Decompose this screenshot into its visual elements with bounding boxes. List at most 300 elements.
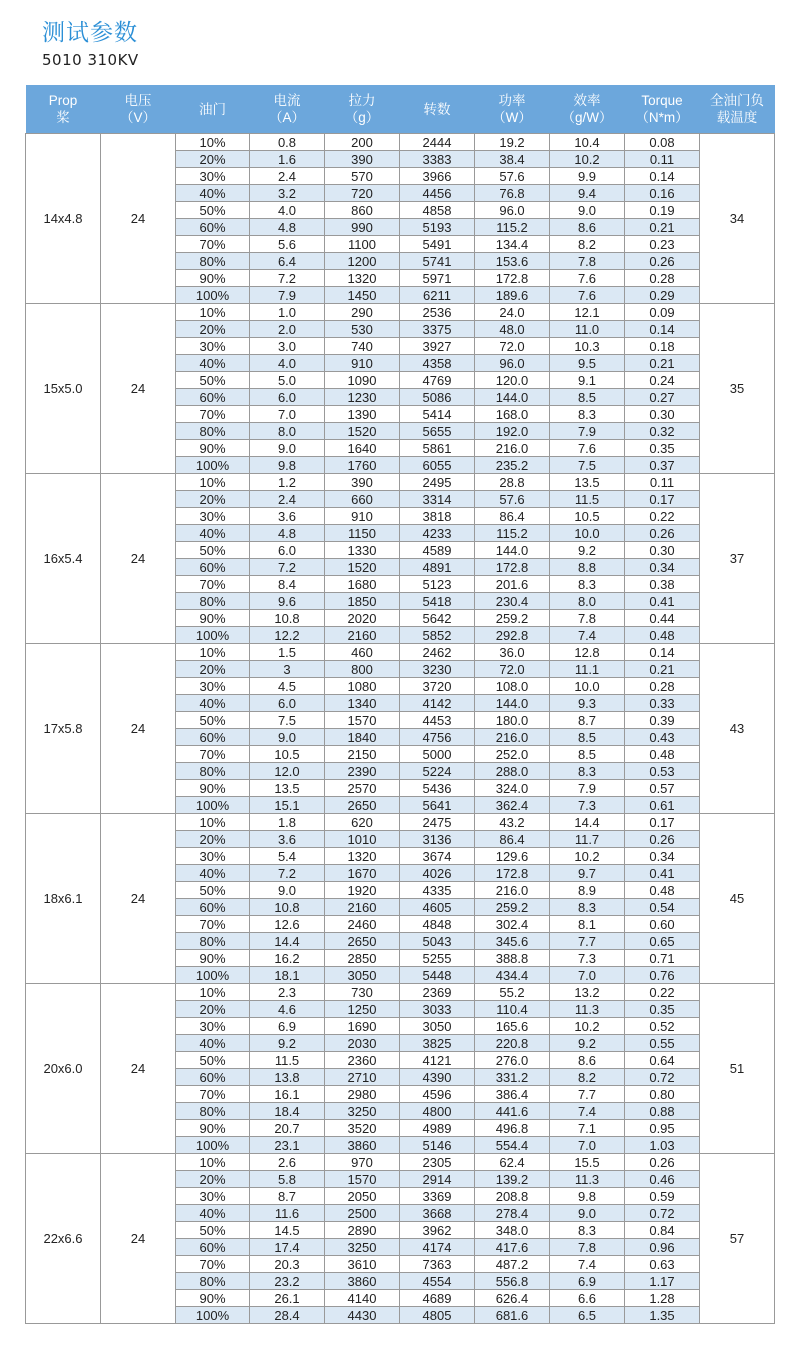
thrust-cell: 730 [325, 984, 400, 1001]
table-row [26, 304, 775, 321]
rpm-cell: 5491 [400, 236, 475, 253]
voltage-cell: 24 [101, 304, 176, 474]
torque-cell: 0.41 [625, 865, 700, 882]
rpm-cell: 4456 [400, 185, 475, 202]
thrust-cell: 1390 [325, 406, 400, 423]
efficiency-cell: 10.5 [550, 508, 625, 525]
torque-cell: 0.21 [625, 355, 700, 372]
torque-cell: 0.96 [625, 1239, 700, 1256]
rpm-cell: 5971 [400, 270, 475, 287]
power-cell: 96.0 [475, 355, 550, 372]
efficiency-cell: 7.3 [550, 797, 625, 814]
throttle-cell: 40% [176, 185, 250, 202]
thrust-cell: 1680 [325, 576, 400, 593]
torque-cell: 0.26 [625, 253, 700, 270]
current-cell: 4.8 [250, 525, 325, 542]
rpm-cell: 4142 [400, 695, 475, 712]
thrust-cell: 2980 [325, 1086, 400, 1103]
throttle-cell: 20% [176, 321, 250, 338]
current-cell: 6.0 [250, 695, 325, 712]
rpm-cell: 2495 [400, 474, 475, 491]
throttle-cell: 60% [176, 219, 250, 236]
efficiency-cell: 8.8 [550, 559, 625, 576]
rpm-cell: 2305 [400, 1154, 475, 1171]
power-cell: 172.8 [475, 270, 550, 287]
thrust-cell: 1090 [325, 372, 400, 389]
current-cell: 15.1 [250, 797, 325, 814]
throttle-cell: 40% [176, 525, 250, 542]
throttle-cell: 40% [176, 355, 250, 372]
efficiency-cell: 11.3 [550, 1171, 625, 1188]
power-cell: 201.6 [475, 576, 550, 593]
throttle-cell: 40% [176, 695, 250, 712]
power-cell: 348.0 [475, 1222, 550, 1239]
efficiency-cell: 7.7 [550, 933, 625, 950]
rpm-cell: 5418 [400, 593, 475, 610]
torque-cell: 0.84 [625, 1222, 700, 1239]
current-cell: 13.8 [250, 1069, 325, 1086]
throttle-cell: 90% [176, 780, 250, 797]
temperature-cell: 43 [700, 644, 775, 814]
power-cell: 189.6 [475, 287, 550, 304]
throttle-cell: 10% [176, 984, 250, 1001]
rpm-cell: 3033 [400, 1001, 475, 1018]
rpm-cell: 6211 [400, 287, 475, 304]
current-cell: 12.6 [250, 916, 325, 933]
power-cell: 139.2 [475, 1171, 550, 1188]
power-cell: 24.0 [475, 304, 550, 321]
power-cell: 62.4 [475, 1154, 550, 1171]
efficiency-cell: 9.9 [550, 168, 625, 185]
voltage-cell: 24 [101, 1154, 176, 1324]
current-cell: 2.4 [250, 168, 325, 185]
current-cell: 8.4 [250, 576, 325, 593]
torque-cell: 0.17 [625, 491, 700, 508]
current-cell: 28.4 [250, 1307, 325, 1324]
efficiency-cell: 13.2 [550, 984, 625, 1001]
current-cell: 13.5 [250, 780, 325, 797]
thrust-cell: 2650 [325, 933, 400, 950]
torque-cell: 0.53 [625, 763, 700, 780]
motor-model-subtitle: 5010 310KV [42, 51, 139, 69]
efficiency-cell: 12.8 [550, 644, 625, 661]
thrust-cell: 530 [325, 321, 400, 338]
current-cell: 3.6 [250, 508, 325, 525]
current-cell: 16.2 [250, 950, 325, 967]
current-cell: 5.6 [250, 236, 325, 253]
table-row [26, 474, 775, 491]
rpm-cell: 3674 [400, 848, 475, 865]
throttle-cell: 60% [176, 559, 250, 576]
current-cell: 0.8 [250, 134, 325, 151]
thrust-cell: 2390 [325, 763, 400, 780]
power-cell: 278.4 [475, 1205, 550, 1222]
torque-cell: 0.72 [625, 1205, 700, 1222]
efficiency-cell: 7.5 [550, 457, 625, 474]
throttle-cell: 20% [176, 151, 250, 168]
page-title: 测试参数 [42, 20, 138, 46]
torque-cell: 0.48 [625, 746, 700, 763]
torque-cell: 0.76 [625, 967, 700, 984]
throttle-cell: 90% [176, 610, 250, 627]
current-cell: 1.5 [250, 644, 325, 661]
thrust-cell: 2710 [325, 1069, 400, 1086]
throttle-cell: 50% [176, 1222, 250, 1239]
torque-cell: 0.28 [625, 270, 700, 287]
rpm-cell: 4805 [400, 1307, 475, 1324]
current-cell: 1.8 [250, 814, 325, 831]
throttle-cell: 90% [176, 440, 250, 457]
prop-cell: 22x6.6 [26, 1154, 101, 1324]
power-cell: 134.4 [475, 236, 550, 253]
rpm-cell: 5224 [400, 763, 475, 780]
voltage-cell: 24 [101, 474, 176, 644]
power-cell: 36.0 [475, 644, 550, 661]
thrust-cell: 3610 [325, 1256, 400, 1273]
efficiency-cell: 8.5 [550, 746, 625, 763]
thrust-cell: 800 [325, 661, 400, 678]
thrust-cell: 1520 [325, 423, 400, 440]
efficiency-cell: 7.6 [550, 270, 625, 287]
efficiency-cell: 8.3 [550, 763, 625, 780]
rpm-cell: 3230 [400, 661, 475, 678]
rpm-cell: 3825 [400, 1035, 475, 1052]
efficiency-cell: 9.1 [550, 372, 625, 389]
current-cell: 4.0 [250, 355, 325, 372]
throttle-cell: 50% [176, 372, 250, 389]
efficiency-cell: 11.3 [550, 1001, 625, 1018]
thrust-cell: 3520 [325, 1120, 400, 1137]
efficiency-cell: 7.8 [550, 1239, 625, 1256]
power-cell: 19.2 [475, 134, 550, 151]
thrust-cell: 970 [325, 1154, 400, 1171]
power-cell: 38.4 [475, 151, 550, 168]
thrust-cell: 1080 [325, 678, 400, 695]
efficiency-cell: 7.8 [550, 253, 625, 270]
power-cell: 110.4 [475, 1001, 550, 1018]
efficiency-cell: 7.9 [550, 423, 625, 440]
rpm-cell: 5741 [400, 253, 475, 270]
torque-cell: 0.61 [625, 797, 700, 814]
efficiency-cell: 7.4 [550, 627, 625, 644]
efficiency-cell: 7.3 [550, 950, 625, 967]
throttle-cell: 10% [176, 814, 250, 831]
rpm-cell: 5436 [400, 780, 475, 797]
current-cell: 9.0 [250, 882, 325, 899]
rpm-cell: 4589 [400, 542, 475, 559]
throttle-cell: 30% [176, 508, 250, 525]
rpm-cell: 5414 [400, 406, 475, 423]
rpm-cell: 2536 [400, 304, 475, 321]
current-cell: 20.7 [250, 1120, 325, 1137]
torque-cell: 0.30 [625, 542, 700, 559]
rpm-cell: 4848 [400, 916, 475, 933]
current-cell: 1.6 [250, 151, 325, 168]
power-cell: 192.0 [475, 423, 550, 440]
power-cell: 302.4 [475, 916, 550, 933]
current-cell: 18.4 [250, 1103, 325, 1120]
torque-cell: 0.60 [625, 916, 700, 933]
thrust-cell: 910 [325, 508, 400, 525]
power-cell: 345.6 [475, 933, 550, 950]
power-cell: 386.4 [475, 1086, 550, 1103]
throttle-cell: 60% [176, 729, 250, 746]
current-cell: 14.4 [250, 933, 325, 950]
current-cell: 9.0 [250, 729, 325, 746]
thrust-cell: 290 [325, 304, 400, 321]
power-cell: 441.6 [475, 1103, 550, 1120]
efficiency-cell: 10.2 [550, 151, 625, 168]
throttle-cell: 60% [176, 389, 250, 406]
rpm-cell: 5123 [400, 576, 475, 593]
power-cell: 276.0 [475, 1052, 550, 1069]
rpm-cell: 3720 [400, 678, 475, 695]
current-cell: 9.0 [250, 440, 325, 457]
torque-cell: 0.14 [625, 644, 700, 661]
power-cell: 115.2 [475, 525, 550, 542]
thrust-cell: 2500 [325, 1205, 400, 1222]
throttle-cell: 100% [176, 967, 250, 984]
rpm-cell: 5043 [400, 933, 475, 950]
rpm-cell: 5642 [400, 610, 475, 627]
rpm-cell: 5193 [400, 219, 475, 236]
throttle-cell: 80% [176, 423, 250, 440]
torque-cell: 0.35 [625, 1001, 700, 1018]
throttle-cell: 70% [176, 406, 250, 423]
throttle-cell: 30% [176, 338, 250, 355]
temperature-cell: 35 [700, 304, 775, 474]
torque-cell: 0.34 [625, 848, 700, 865]
header-prop: Prop 桨 [26, 85, 101, 134]
throttle-cell: 20% [176, 1171, 250, 1188]
efficiency-cell: 6.5 [550, 1307, 625, 1324]
current-cell: 7.2 [250, 270, 325, 287]
power-cell: 120.0 [475, 372, 550, 389]
thrust-cell: 460 [325, 644, 400, 661]
power-cell: 180.0 [475, 712, 550, 729]
throttle-cell: 100% [176, 287, 250, 304]
power-cell: 235.2 [475, 457, 550, 474]
power-cell: 434.4 [475, 967, 550, 984]
thrust-cell: 1920 [325, 882, 400, 899]
throttle-cell: 80% [176, 253, 250, 270]
thrust-cell: 3250 [325, 1103, 400, 1120]
throttle-cell: 30% [176, 848, 250, 865]
power-cell: 144.0 [475, 389, 550, 406]
torque-cell: 0.19 [625, 202, 700, 219]
thrust-cell: 1200 [325, 253, 400, 270]
current-cell: 7.9 [250, 287, 325, 304]
efficiency-cell: 13.5 [550, 474, 625, 491]
thrust-cell: 1850 [325, 593, 400, 610]
throttle-cell: 40% [176, 1205, 250, 1222]
efficiency-cell: 7.1 [550, 1120, 625, 1137]
current-cell: 17.4 [250, 1239, 325, 1256]
efficiency-cell: 8.3 [550, 1222, 625, 1239]
efficiency-cell: 8.6 [550, 219, 625, 236]
throttle-cell: 10% [176, 1154, 250, 1171]
thrust-cell: 720 [325, 185, 400, 202]
torque-cell: 0.17 [625, 814, 700, 831]
current-cell: 12.0 [250, 763, 325, 780]
throttle-cell: 100% [176, 627, 250, 644]
rpm-cell: 3050 [400, 1018, 475, 1035]
thrust-cell: 1640 [325, 440, 400, 457]
current-cell: 1.2 [250, 474, 325, 491]
throttle-cell: 100% [176, 1307, 250, 1324]
rpm-cell: 4769 [400, 372, 475, 389]
throttle-cell: 80% [176, 933, 250, 950]
throttle-cell: 20% [176, 491, 250, 508]
efficiency-cell: 9.7 [550, 865, 625, 882]
header-voltage: 电压 （V） [101, 85, 176, 134]
current-cell: 1.0 [250, 304, 325, 321]
torque-cell: 0.23 [625, 236, 700, 253]
efficiency-cell: 8.6 [550, 1052, 625, 1069]
thrust-cell: 3860 [325, 1137, 400, 1154]
torque-cell: 0.88 [625, 1103, 700, 1120]
rpm-cell: 5852 [400, 627, 475, 644]
rpm-cell: 2369 [400, 984, 475, 1001]
rpm-cell: 4121 [400, 1052, 475, 1069]
thrust-cell: 2020 [325, 610, 400, 627]
throttle-cell: 40% [176, 865, 250, 882]
torque-cell: 0.27 [625, 389, 700, 406]
power-cell: 172.8 [475, 559, 550, 576]
thrust-cell: 1330 [325, 542, 400, 559]
power-cell: 115.2 [475, 219, 550, 236]
rpm-cell: 5861 [400, 440, 475, 457]
efficiency-cell: 8.0 [550, 593, 625, 610]
rpm-cell: 3314 [400, 491, 475, 508]
torque-cell: 0.71 [625, 950, 700, 967]
current-cell: 10.8 [250, 899, 325, 916]
torque-cell: 0.65 [625, 933, 700, 950]
power-cell: 153.6 [475, 253, 550, 270]
power-cell: 165.6 [475, 1018, 550, 1035]
rpm-cell: 4858 [400, 202, 475, 219]
rpm-cell: 4453 [400, 712, 475, 729]
current-cell: 5.8 [250, 1171, 325, 1188]
torque-cell: 0.34 [625, 559, 700, 576]
efficiency-cell: 8.5 [550, 729, 625, 746]
voltage-cell: 24 [101, 984, 176, 1154]
efficiency-cell: 6.6 [550, 1290, 625, 1307]
power-cell: 362.4 [475, 797, 550, 814]
throttle-cell: 20% [176, 1001, 250, 1018]
rpm-cell: 3383 [400, 151, 475, 168]
throttle-cell: 10% [176, 134, 250, 151]
torque-cell: 0.28 [625, 678, 700, 695]
rpm-cell: 4596 [400, 1086, 475, 1103]
rpm-cell: 3818 [400, 508, 475, 525]
table-row [26, 644, 775, 661]
temperature-cell: 57 [700, 1154, 775, 1324]
torque-cell: 0.32 [625, 423, 700, 440]
rpm-cell: 5641 [400, 797, 475, 814]
throttle-cell: 60% [176, 899, 250, 916]
torque-cell: 0.22 [625, 508, 700, 525]
efficiency-cell: 10.0 [550, 525, 625, 542]
torque-cell: 0.41 [625, 593, 700, 610]
rpm-cell: 4026 [400, 865, 475, 882]
throttle-cell: 10% [176, 644, 250, 661]
thrust-cell: 2850 [325, 950, 400, 967]
rpm-cell: 4554 [400, 1273, 475, 1290]
current-cell: 9.8 [250, 457, 325, 474]
rpm-cell: 4756 [400, 729, 475, 746]
rpm-cell: 6055 [400, 457, 475, 474]
power-cell: 168.0 [475, 406, 550, 423]
power-cell: 48.0 [475, 321, 550, 338]
thrust-cell: 3050 [325, 967, 400, 984]
torque-cell: 0.08 [625, 134, 700, 151]
power-cell: 554.4 [475, 1137, 550, 1154]
efficiency-cell: 7.4 [550, 1103, 625, 1120]
efficiency-cell: 9.5 [550, 355, 625, 372]
torque-cell: 0.14 [625, 321, 700, 338]
power-cell: 144.0 [475, 695, 550, 712]
torque-cell: 0.39 [625, 712, 700, 729]
rpm-cell: 5255 [400, 950, 475, 967]
thrust-cell: 3250 [325, 1239, 400, 1256]
efficiency-cell: 7.9 [550, 780, 625, 797]
thrust-cell: 2160 [325, 899, 400, 916]
efficiency-cell: 8.2 [550, 236, 625, 253]
thrust-cell: 2570 [325, 780, 400, 797]
efficiency-cell: 8.5 [550, 389, 625, 406]
torque-cell: 0.38 [625, 576, 700, 593]
current-cell: 26.1 [250, 1290, 325, 1307]
current-cell: 7.2 [250, 559, 325, 576]
rpm-cell: 5146 [400, 1137, 475, 1154]
power-cell: 108.0 [475, 678, 550, 695]
current-cell: 2.6 [250, 1154, 325, 1171]
power-cell: 556.8 [475, 1273, 550, 1290]
throttle-cell: 70% [176, 1256, 250, 1273]
thrust-cell: 2890 [325, 1222, 400, 1239]
power-cell: 144.0 [475, 542, 550, 559]
thrust-cell: 1840 [325, 729, 400, 746]
rpm-cell: 2914 [400, 1171, 475, 1188]
power-cell: 216.0 [475, 440, 550, 457]
throttle-cell: 50% [176, 712, 250, 729]
torque-cell: 0.11 [625, 474, 700, 491]
current-cell: 23.1 [250, 1137, 325, 1154]
rpm-cell: 3668 [400, 1205, 475, 1222]
rpm-cell: 5086 [400, 389, 475, 406]
rpm-cell: 4390 [400, 1069, 475, 1086]
throttle-cell: 90% [176, 270, 250, 287]
current-cell: 6.0 [250, 389, 325, 406]
table-header-row [26, 85, 775, 134]
efficiency-cell: 10.3 [550, 338, 625, 355]
thrust-cell: 390 [325, 151, 400, 168]
header-power: 功率 （W） [475, 85, 550, 134]
torque-cell: 0.16 [625, 185, 700, 202]
current-cell: 4.8 [250, 219, 325, 236]
throttle-cell: 70% [176, 1086, 250, 1103]
efficiency-cell: 10.0 [550, 678, 625, 695]
current-cell: 12.2 [250, 627, 325, 644]
current-cell: 11.5 [250, 1052, 325, 1069]
throttle-cell: 100% [176, 797, 250, 814]
throttle-cell: 80% [176, 593, 250, 610]
current-cell: 3.0 [250, 338, 325, 355]
thrust-cell: 2650 [325, 797, 400, 814]
thrust-cell: 4430 [325, 1307, 400, 1324]
efficiency-cell: 7.8 [550, 610, 625, 627]
